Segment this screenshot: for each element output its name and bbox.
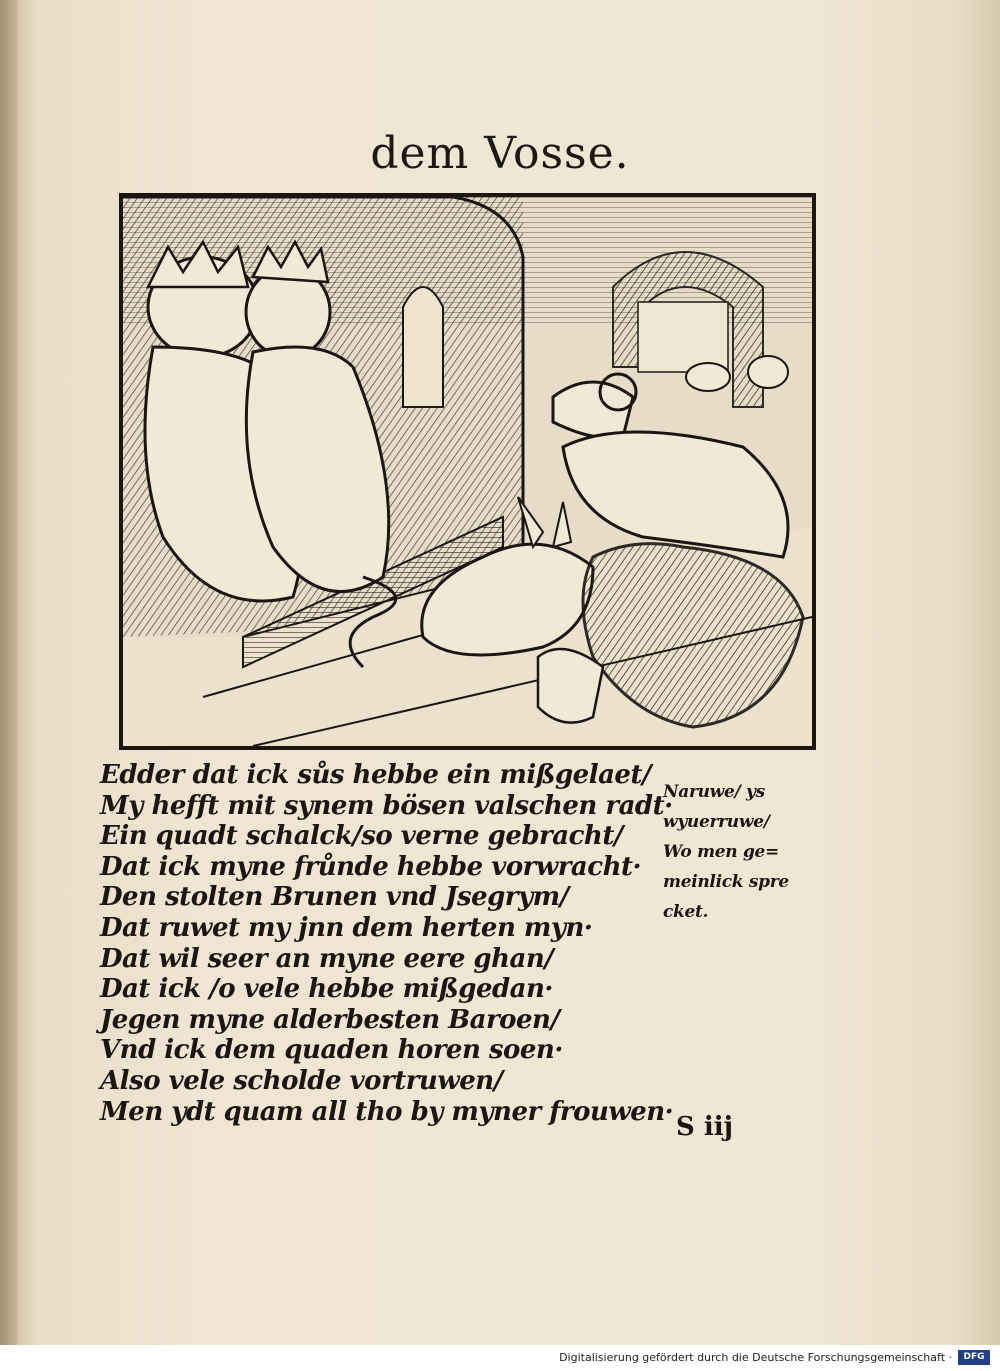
verse-line: Edder dat ick sůs hebbe ein mißgelaet/ [100,760,651,790]
gloss-line: cket. [663,902,709,922]
verse-block [100,760,674,1127]
gloss-line: meinlick spre [663,872,789,892]
footer-credit: Digitalisierung gefördert durch die Deutsche Forschungsgemeinschaft · [559,1351,952,1364]
gloss-line: Naruwe/ ys [663,782,765,802]
verse-line: Jegen myne alderbesten Baroen/ [100,1004,560,1035]
woodcut-drawing [123,197,812,746]
margin-gloss [663,777,823,927]
verse-line: Dat ruwet my jnn dem herten myn· [100,912,593,943]
verse-line: Men ydt quam all tho by myner frouwen· [100,1096,674,1127]
verse-line: Dat ick /o vele hebbe mißgedan· [100,974,553,1005]
verse-line: Dat wil seer an myne eere ghan/ [100,943,554,974]
signature-mark: S iij [676,1112,733,1142]
verse-line: My hefft mit synem bösen valschen radt· [100,790,673,821]
footer-bar [0,1345,1000,1371]
gloss-line: Wo men ge= [663,842,779,862]
book-binding-edge [0,0,18,1345]
woodcut-illustration [119,193,816,750]
verse-line: Vnd ick dem quaden horen soen· [100,1035,563,1066]
verse-line: Ein quadt schalck/so verne gebracht/ [100,821,623,852]
verse-line: Den stolten Brunen vnd Jsegrym/ [100,882,569,913]
dfg-logo[interactable]: DFG [958,1350,990,1365]
verse-line: Also vele scholde vortruwen/ [100,1065,503,1096]
running-head: dem Vosse. [370,128,630,179]
gloss-line: wyuerruwe/ [663,812,770,832]
verse-line: Dat ick myne frůnde hebbe vorwracht· [100,851,642,882]
